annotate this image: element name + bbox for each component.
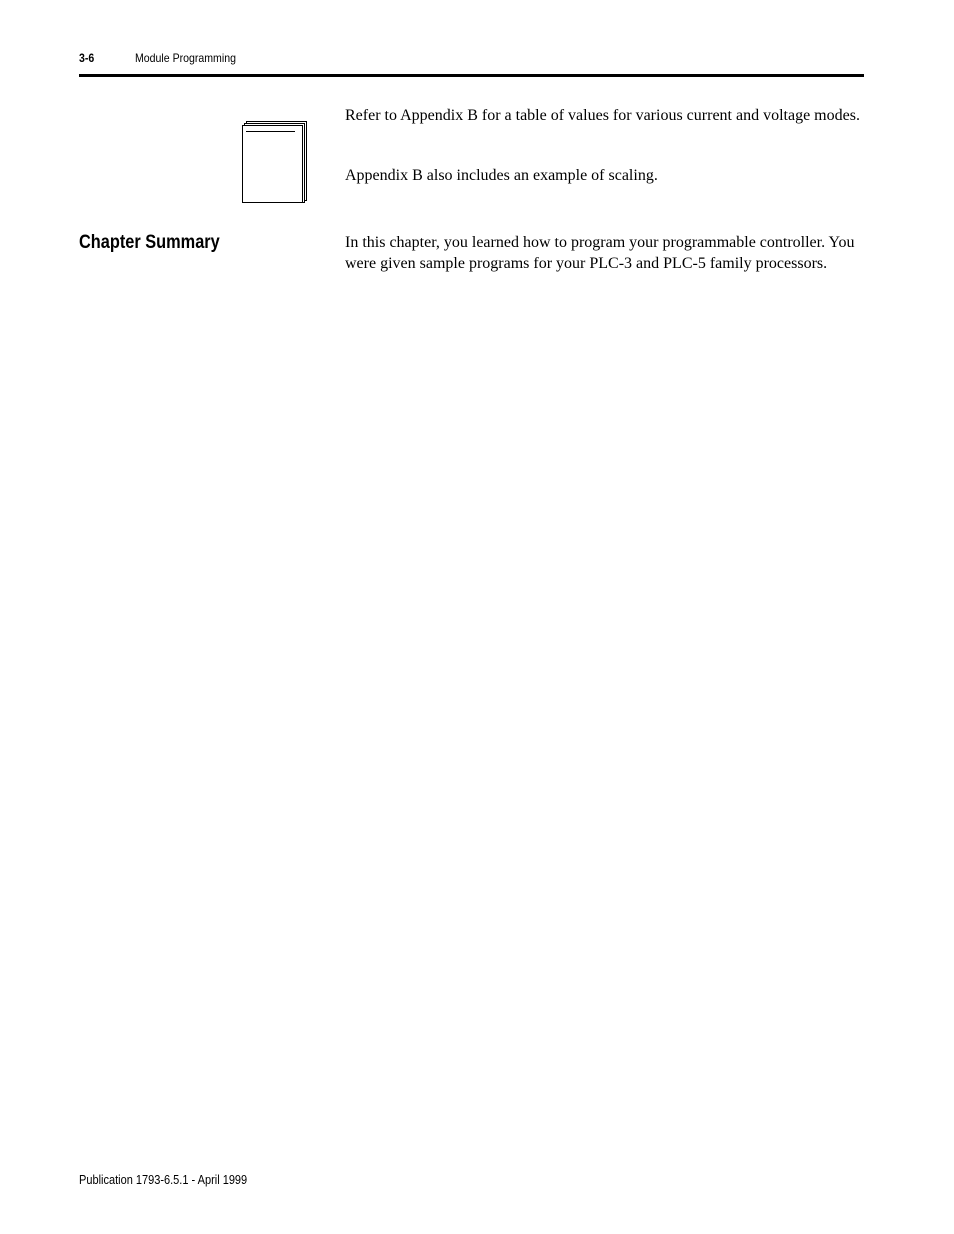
appendix-reference-text: Refer to Appendix B for a table of values for various current and voltage modes. <box>345 107 860 124</box>
chapter-summary-text: In this chapter, you learned how to program your programmable controller. You were given sample programs for your PLC-3 and PLC-5 family processors. <box>345 234 855 272</box>
running-title: Module Programming <box>135 51 236 65</box>
appendix-scaling-text: Appendix B also includes an example of scaling. <box>345 167 658 184</box>
document-icon <box>242 121 308 205</box>
page-header <box>79 50 864 77</box>
chapter-summary-heading: Chapter Summary <box>79 232 220 253</box>
page-number: 3-6 <box>79 51 95 65</box>
publication-footer: Publication 1793-6.5.1 - April 1999 <box>79 1173 248 1187</box>
